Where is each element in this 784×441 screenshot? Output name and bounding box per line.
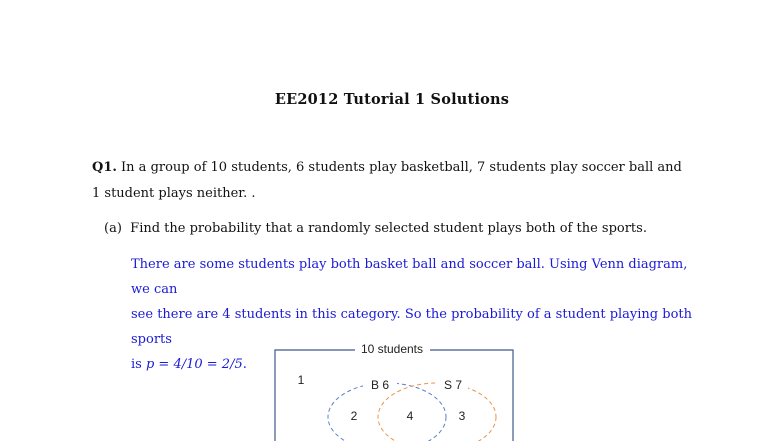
venn-only-s-count: 3 [458, 409, 466, 423]
answer-line-3-prefix: is [131, 357, 146, 372]
answer-line-2: see there are 4 students in this category. So the probability of a student playing both sports [131, 307, 692, 347]
venn-set-s-label: S 7 [443, 378, 463, 392]
part-a [104, 219, 704, 239]
answer-line-1: There are some students play both basket ball and soccer ball. Using Venn diagram, we can [131, 257, 688, 297]
part-a-text: Find the probability that a randomly selected student plays both of the sports. [130, 221, 647, 236]
venn-diagram [270, 340, 520, 441]
venn-both-count: 4 [406, 409, 414, 423]
question-1-label: Q1. [92, 160, 117, 175]
question-1 [92, 155, 692, 207]
probability-formula: p = 4/10 = 2/5 [145, 357, 243, 372]
venn-only-b-count: 2 [350, 409, 358, 423]
venn-frame [275, 350, 513, 441]
venn-frame-label: 10 students [360, 342, 424, 356]
part-a-label: (a) [104, 221, 122, 236]
venn-neither-count: 1 [297, 373, 305, 387]
answer-line-3-suffix: . [242, 357, 247, 372]
question-1-text: In a group of 10 students, 6 students play basketball, 7 students play soccer ball and 1 student plays neither. . [92, 160, 682, 201]
venn-set-b-label: B 6 [370, 378, 390, 392]
page-title: EE2012 Tutorial 1 Solutions [274, 91, 510, 108]
